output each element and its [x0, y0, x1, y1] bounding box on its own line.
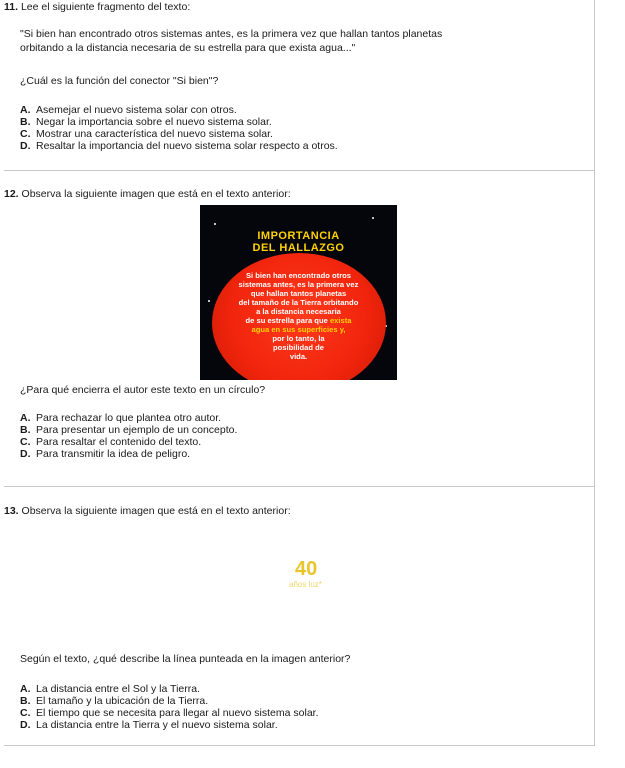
- option-d[interactable]: [20, 719, 278, 731]
- image-line: posibilidad de: [272, 343, 325, 352]
- question-12-header: [4, 188, 291, 200]
- question-text: ¿Cuál es la función del conector "Si bien"?: [20, 75, 219, 87]
- option-text: La distancia entre el Sol y la Tierra.: [36, 683, 201, 695]
- image-line: Si bien han encontrado otros: [245, 271, 352, 280]
- option-d[interactable]: [20, 140, 338, 152]
- question-text: ¿Para qué encierra el autor este texto en un círculo?: [20, 384, 266, 396]
- option-letter: C.: [20, 436, 31, 448]
- quote-line-1: "Si bien han encontrado otros sistemas antes, es la primera vez que hallan tantos planetas: [20, 28, 443, 40]
- option-b[interactable]: [20, 695, 208, 707]
- option-text: Para resaltar el contenido del texto.: [36, 436, 202, 448]
- question-prompt: Observa la siguiente imagen que está en el texto anterior:: [21, 505, 291, 517]
- option-text: Para rechazar lo que plantea otro autor.: [36, 412, 222, 424]
- option-a[interactable]: [20, 683, 200, 695]
- image-line: agua en sus superficies y,: [251, 325, 346, 334]
- option-text: El tiempo que se necesita para llegar al nuevo sistema solar.: [36, 707, 319, 719]
- question-number: 12.: [4, 188, 19, 200]
- image-line: del tamaño de la Tierra orbitando: [238, 298, 359, 307]
- separator: [4, 486, 594, 487]
- distance-unit: años luz*: [289, 580, 322, 589]
- question-number: 13.: [4, 505, 19, 517]
- separator: [4, 170, 594, 171]
- image-body-text: [206, 271, 391, 361]
- option-letter: B.: [20, 695, 31, 707]
- option-letter: D.: [20, 719, 31, 731]
- question-11-header: [4, 1, 190, 13]
- distance-number: 40: [295, 558, 318, 580]
- image-line-text: de su estrella para que: [245, 316, 328, 325]
- image-line: vida.: [289, 352, 308, 361]
- question-13-header: [4, 505, 291, 517]
- option-d[interactable]: [20, 448, 190, 460]
- option-letter: C.: [20, 707, 31, 719]
- option-letter: D.: [20, 448, 31, 460]
- star: [214, 223, 216, 225]
- border-line: [594, 487, 595, 746]
- option-letter: A.: [20, 683, 31, 695]
- option-text: El tamaño y la ubicación de la Tierra.: [36, 695, 209, 707]
- image-title-line: DEL HALLAZGO: [252, 242, 345, 254]
- importance-image: [200, 205, 397, 380]
- option-letter: B.: [20, 424, 31, 436]
- option-letter: B.: [20, 116, 31, 128]
- option-letter: D.: [20, 140, 31, 152]
- image-title-line: IMPORTANCIA: [257, 230, 340, 242]
- option-text: Asemejar el nuevo sistema solar con otros.: [36, 104, 237, 116]
- option-text: La distancia entre la Tierra y el nuevo sistema solar.: [36, 719, 278, 731]
- option-b[interactable]: [20, 424, 237, 436]
- option-text: Negar la importancia sobre el nuevo sistema solar.: [36, 116, 272, 128]
- question-text: Según el texto, ¿qué describe la línea punteada en la imagen anterior?: [20, 653, 351, 665]
- option-b[interactable]: [20, 116, 272, 128]
- quote-line-2: orbitando a la distancia necesaria de su estrella para que exista agua...": [20, 42, 356, 54]
- star: [372, 217, 374, 219]
- image-line: [206, 316, 391, 325]
- option-text: Mostrar una característica del nuevo sistema solar.: [36, 128, 273, 140]
- border-line: [594, 0, 595, 171]
- question-number: 11.: [4, 1, 19, 13]
- option-letter: C.: [20, 128, 31, 140]
- option-a[interactable]: [20, 104, 237, 116]
- image-title: [200, 230, 397, 254]
- separator: [4, 745, 594, 746]
- option-text: Para presentar un ejemplo de un concepto.: [36, 424, 238, 436]
- question-prompt: Observa la siguiente imagen que está en el texto anterior:: [21, 188, 291, 200]
- option-letter: A.: [20, 412, 31, 424]
- option-c[interactable]: [20, 436, 201, 448]
- highlight-word: exista: [329, 316, 352, 325]
- option-text: Para transmitir la idea de peligro.: [36, 448, 191, 460]
- question-prompt: Lee el siguiente fragmento del texto:: [20, 1, 191, 13]
- option-letter: A.: [20, 104, 31, 116]
- image-line: por lo tanto, la: [272, 334, 325, 343]
- option-text: Resaltar la importancia del nuevo sistema solar respecto a otros.: [36, 140, 338, 152]
- option-c[interactable]: [20, 707, 319, 719]
- image-line: a la distancia necesaria: [256, 307, 341, 316]
- option-a[interactable]: [20, 412, 221, 424]
- border-line: [594, 171, 595, 487]
- option-c[interactable]: [20, 128, 273, 140]
- image-line: que hallan tantos planetas: [250, 289, 347, 298]
- image-line: sistemas antes, es la primera vez: [238, 280, 359, 289]
